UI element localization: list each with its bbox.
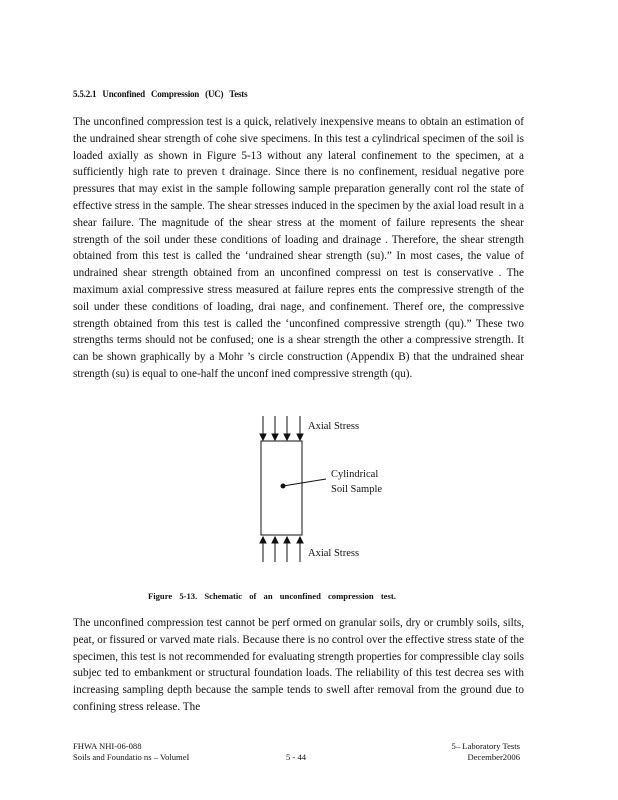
unconfined-compression-schematic <box>250 412 400 564</box>
top-arrows <box>260 416 303 440</box>
footer-left-line1: FHWA NHI-06-088 <box>73 741 142 751</box>
sample-label-line2: Soil Sample <box>331 484 383 495</box>
bottom-arrows <box>260 537 303 562</box>
sample-label-line1: Cylindrical <box>331 469 379 480</box>
paragraph-1: The unconfined compression test is a quick, relatively inexpensive means to obtain an estimation of the undrained shear strength of cohe sive specimens. In this test a cylindrical specimen of the soil is loaded axially as shown in Figure 5-13 without any lateral confinement to the specimen, at a sufficiently high rate to preven t drainage. Since there is no confinement, residual negative pore pressures that may exist in the sample following sample preparation generally cont rol the state of effective stress in the sample. The shear stresses induced in the specimen by the axial load result in a shear failure. The magnitude of the shear stress at the moment of failure represents the shear strength of the soil under these conditions of loading and drainage . Therefore, the shear strength obtained from this test is called the ‘undrained shear strength (su).” In most cases, the value of undrained shear strength obtained from an unconfined compressi on test is conservative . The maximum axial compressive stress measured at failure repres ents the compressive strength of the soil under these conditions of loading, drai nage, and confinement. Theref ore, the compressive strength obtained from this test is called the ‘unconfined compressive strength (qu).” These two strengths terms should not be confused; one is a shear strength the other a compressive strength. It can be shown graphically by a Mohr ’s circle construction (Appendix B) that the undrained shear strength (su) is equal to one-half the unconf ined compressive strength (qu). <box>73 116 524 380</box>
bottom-axial-label: Axial Stress <box>308 548 360 559</box>
footer-left-line2: Soils and Foundatio ns – VolumeI <box>73 752 190 762</box>
footer-left <box>73 741 189 763</box>
top-axial-label: Axial Stress <box>308 421 360 432</box>
sample-leader-line <box>283 479 326 486</box>
paragraph-2: The unconfined compression test cannot be perf ormed on granular soils, dry or crumbly soils, silts, peat, or fissured or varved mate rials. Because there is no control over the effective stress state of the specimen, this test is not recommended for evaluating strength properties for compressible clay soils subjec ted to embankment or structural foundation loads. The reliability of this test decrea ses with increasing sampling depth because the sample tends to swell after removal from the ground due to confining stress release. The <box>73 617 524 713</box>
figure-caption: Figure 5-13. Schematic of an unconfined compression test. <box>148 591 396 601</box>
section-heading: 5.5.2.1 Unconfined Compression (UC) Tests <box>73 89 248 99</box>
footer-right-line2: December2006 <box>467 752 520 762</box>
footer-right <box>440 741 520 763</box>
footer-right-line1: 5– Laboratory Tests <box>451 741 520 751</box>
page-number: 5 - 44 <box>286 752 307 762</box>
